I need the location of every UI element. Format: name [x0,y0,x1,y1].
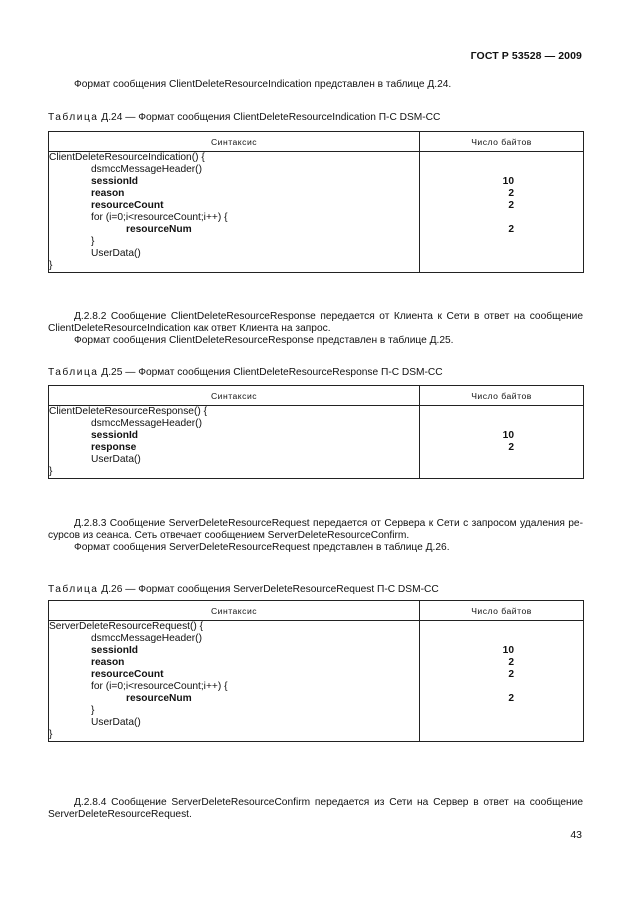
code-line: resourceCount [91,669,164,680]
paragraph-intro [48,79,583,91]
bytes-cell [420,406,584,479]
byte-count: 2 [508,442,514,453]
standard-header: ГОСТ Р 53528 — 2009 [470,50,582,62]
code-line: dsmccMessageHeader() [91,164,202,175]
code-line: resourceNum [126,693,192,704]
code-line: } [91,705,95,716]
column-header-syntax: Синтаксис [49,132,420,152]
code-line: UserData() [91,454,141,465]
code-line: dsmccMessageHeader() [91,633,202,644]
paragraph-d282 [48,311,583,347]
code-line: } [49,466,53,477]
paragraph-d283 [48,518,583,554]
code-line: reason [91,188,125,199]
table-d25 [48,385,584,479]
code-line: ServerDeleteResourceRequest() { [49,621,204,632]
table-caption-d24 [48,112,440,124]
byte-count: 10 [502,430,514,441]
paragraph-text: Формат сообщения ClientDeleteResourceResponse представлен в таблице Д.25. [74,335,454,346]
code-line: UserData() [91,717,141,728]
code-line: UserData() [91,248,141,259]
paragraph-text: Формат сообщения ClientDeleteResourceIndication представлен в таблице Д.24. [74,79,452,90]
code-line: sessionId [91,430,138,441]
paragraph-text: Д.2.8.4 Сообщение ServerDeleteResourceConfirm передается из Сети на Сервер в ответ на сообщение ServerDeleteResourceRequest. [48,797,583,820]
byte-count: 2 [508,188,514,199]
syntax-cell [49,152,420,273]
caption-label: Таблица [48,112,99,123]
code-line: dsmccMessageHeader() [91,418,202,429]
bytes-cell [420,152,584,273]
table-d24 [48,131,584,273]
caption-text: Д.24 — Формат сообщения ClientDeleteResourceIndication П-С DSM-CC [101,112,441,123]
code-line: } [49,260,53,271]
bytes-cell [420,621,584,742]
code-line: resourceCount [91,200,164,211]
code-line: ClientDeleteResourceResponse() { [49,406,207,417]
paragraph-text: Д.2.8.2 Сообщение ClientDeleteResourceResponse передается от Клиента к Сети в ответ на сообщение ClientDeleteResourceIndication как ответ Клиента на запрос. [48,311,583,334]
table-d26 [48,600,584,742]
caption-text: Д.25 — Формат сообщения ClientDeleteResourceResponse П-С DSM-CC [101,367,443,378]
byte-count: 2 [508,669,514,680]
byte-count: 10 [502,176,514,187]
byte-count: 2 [508,200,514,211]
column-header-syntax: Синтаксис [49,601,420,621]
page-number: 43 [570,829,582,841]
paragraph-d284 [48,797,583,821]
column-header-bytes: Число байтов [420,386,584,406]
code-line: resourceNum [126,224,192,235]
code-line: response [91,442,137,453]
paragraph-text: Д.2.8.3 Сообщение ServerDeleteResourceRequest передается от Сервера к Сети с запросом удаления ре-сурсов из сеанса. Сеть отвечает сообщением ServerDeleteResourceConfirm. [48,518,583,541]
code-line: reason [91,657,125,668]
column-header-syntax: Синтаксис [49,386,420,406]
code-line: } [49,729,53,740]
byte-count: 2 [508,657,514,668]
table-caption-d25 [48,367,443,379]
syntax-cell [49,621,420,742]
caption-label: Таблица [48,584,99,595]
caption-text: Д.26 — Формат сообщения ServerDeleteResourceRequest П-С DSM-CC [101,584,439,595]
code-line: sessionId [91,645,138,656]
byte-count: 10 [502,645,514,656]
code-line: for (i=0;i<resourceCount;i++) { [91,681,228,692]
table-caption-d26 [48,584,439,596]
code-line: } [91,236,95,247]
byte-count: 2 [508,224,514,235]
column-header-bytes: Число байтов [420,601,584,621]
paragraph-text: Формат сообщения ServerDeleteResourceRequest представлен в таблице Д.26. [74,542,450,553]
byte-count: 2 [508,693,514,704]
caption-label: Таблица [48,367,99,378]
code-line: sessionId [91,176,138,187]
code-line: for (i=0;i<resourceCount;i++) { [91,212,228,223]
column-header-bytes: Число байтов [420,132,584,152]
code-line: ClientDeleteResourceIndication() { [49,152,205,163]
syntax-cell [49,406,420,479]
